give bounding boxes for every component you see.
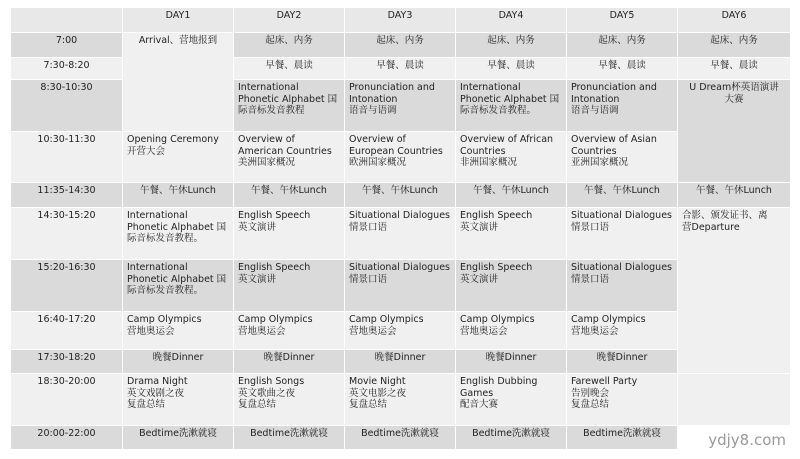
cell-line: English Speech <box>460 262 533 273</box>
cell-line: 复盘总结 <box>571 399 610 410</box>
header-day5: DAY5 <box>567 8 678 33</box>
time-cell: 10:30-11:30 <box>11 132 123 183</box>
cell-line: 亚洲国家概况 <box>571 157 629 168</box>
schedule-cell: 起床、内务 <box>678 33 791 58</box>
cell-line: Opening Ceremony <box>127 134 219 145</box>
cell-line: 复盘总结 <box>349 399 388 410</box>
table-row <box>11 350 791 374</box>
schedule-cell <box>567 80 678 132</box>
header-day6: DAY6 <box>678 8 791 33</box>
cell-line: Phonetic Alphabet 国 <box>127 273 227 285</box>
cell-line: Intonation <box>349 93 398 105</box>
time-cell: 16:40-17:20 <box>11 312 123 350</box>
schedule-cell: 晚餐Dinner <box>567 350 678 374</box>
time-cell: 7:30-8:20 <box>11 58 123 80</box>
cell-line: Overview of <box>349 134 406 145</box>
schedule-cell: Bedtime洗漱就寝 <box>345 426 456 450</box>
schedule-cell <box>567 312 678 350</box>
schedule-cell: 起床、内务 <box>345 33 456 58</box>
header-day3: DAY3 <box>345 8 456 33</box>
cell-line: Drama Night <box>127 376 188 387</box>
camp-schedule-table <box>10 7 791 450</box>
schedule-cell: 晚餐Dinner <box>234 350 345 374</box>
table-row <box>11 312 791 350</box>
time-cell: 18:30-20:00 <box>11 374 123 426</box>
cell-line: European Countries <box>349 145 443 157</box>
cell-line: Farewell Party <box>571 376 638 387</box>
cell-line: 复盘总结 <box>238 399 277 410</box>
departure-cell <box>678 208 791 374</box>
cell-line: International <box>127 262 188 273</box>
schedule-cell: 早餐、晨读 <box>678 58 791 80</box>
cell-line: 际音标发音教程。 <box>127 285 204 296</box>
schedule-cell: 午餐、午休Lunch <box>678 183 791 208</box>
cell-line: Intonation <box>571 93 620 105</box>
schedule-cell: 起床、内务 <box>567 33 678 58</box>
schedule-cell: 晚餐Dinner <box>345 350 456 374</box>
cell-line: 美洲国家概况 <box>238 157 296 168</box>
cell-line: 英文电影之夜 <box>349 387 407 399</box>
schedule-cell: 起床、内务 <box>456 33 567 58</box>
schedule-cell <box>234 312 345 350</box>
time-cell: 15:20-16:30 <box>11 260 123 312</box>
schedule-cell <box>345 260 456 312</box>
schedule-cell: 午餐、午休Lunch <box>567 183 678 208</box>
schedule-cell: 午餐、午休Lunch <box>345 183 456 208</box>
speech-contest-cell <box>678 80 791 183</box>
cell-line: 合影、颁发证书、离 <box>682 210 768 221</box>
cell-line: 英文演讲 <box>460 273 499 285</box>
cell-line: Situational Dialogues <box>571 262 672 273</box>
schedule-cell <box>123 312 234 350</box>
schedule-cell <box>456 80 567 132</box>
arrival-cell: Arrival、营地报到 <box>123 33 234 132</box>
schedule-cell <box>123 132 234 183</box>
cell-line: 营Departure <box>682 221 740 233</box>
cell-line: Overview of <box>238 134 295 145</box>
table-row <box>11 260 791 312</box>
table-row <box>11 208 791 260</box>
table-row <box>11 374 791 426</box>
cell-line: Phonetic Alphabet 国 <box>127 221 227 233</box>
schedule-cell <box>456 208 567 260</box>
schedule-cell <box>567 260 678 312</box>
cell-line: 英文歌曲之夜 <box>238 387 296 399</box>
cell-line: Movie Night <box>349 376 406 387</box>
cell-line: Phonetic Alphabet 国 <box>460 93 560 105</box>
cell-line: Overview of Asian <box>571 134 657 145</box>
schedule-cell <box>345 374 456 426</box>
cell-line: English Speech <box>238 262 311 273</box>
header-day1: DAY1 <box>123 8 234 33</box>
cell-line: 情景口语 <box>349 221 388 233</box>
schedule-cell <box>345 80 456 132</box>
schedule-cell <box>234 80 345 132</box>
cell-line: 复盘总结 <box>127 399 166 410</box>
time-cell: 7:00 <box>11 33 123 58</box>
watermark-text: ydjy8.com <box>708 431 786 449</box>
cell-line: U Dream杯英语演讲 <box>689 82 779 93</box>
schedule-cell: 起床、内务 <box>234 33 345 58</box>
cell-line: 语音与语调 <box>349 105 397 116</box>
schedule-cell: Bedtime洗漱就寝 <box>123 426 234 450</box>
cell-line: Situational Dialogues <box>349 210 450 221</box>
schedule-cell <box>234 132 345 183</box>
cell-line: 营地奥运会 <box>571 325 619 337</box>
schedule-cell: 午餐、午休Lunch <box>456 183 567 208</box>
schedule-cell: Bedtime洗漱就寝 <box>456 426 567 450</box>
cell-line: Camp Olympics <box>571 314 646 325</box>
cell-line: Situational Dialogues <box>571 210 672 221</box>
cell-line: 际音标发音教程 <box>238 105 305 116</box>
cell-line: 际音标发音教程。 <box>127 233 204 244</box>
cell-line: English Dubbing <box>460 376 538 387</box>
cell-line: 英文演讲 <box>238 273 277 285</box>
schedule-cell <box>234 374 345 426</box>
cell-line: 告别晚会 <box>571 387 610 399</box>
schedule-cell <box>123 374 234 426</box>
cell-line: Camp Olympics <box>238 314 313 325</box>
time-cell: 20:00-22:00 <box>11 426 123 450</box>
schedule-cell <box>345 312 456 350</box>
cell-line: 非洲国家概况 <box>460 157 518 168</box>
time-cell: 11:35-14:30 <box>11 183 123 208</box>
cell-line: 情景口语 <box>349 273 388 285</box>
table-row <box>11 132 791 183</box>
schedule-cell <box>123 260 234 312</box>
schedule-cell <box>123 208 234 260</box>
schedule-cell <box>567 374 678 426</box>
time-cell: 17:30-18:20 <box>11 350 123 374</box>
cell-line: English Speech <box>460 210 533 221</box>
table-row <box>11 33 791 58</box>
schedule-cell: 午餐、午休Lunch <box>234 183 345 208</box>
cell-line: Pronunciation and <box>571 82 657 93</box>
schedule-cell <box>345 132 456 183</box>
cell-line: 营地奥运会 <box>349 325 397 337</box>
cell-line: 英文演讲 <box>460 221 499 233</box>
cell-line: 英文演讲 <box>238 221 277 233</box>
cell-line: Countries <box>571 145 617 157</box>
header-corner <box>11 8 123 33</box>
schedule-cell <box>567 208 678 260</box>
schedule-cell: Bedtime洗漱就寝 <box>234 426 345 450</box>
header-day4: DAY4 <box>456 8 567 33</box>
cell-line: Camp Olympics <box>349 314 424 325</box>
schedule-cell <box>567 132 678 183</box>
cell-line: 情景口语 <box>571 221 610 233</box>
cell-line: 语音与语调 <box>571 105 619 116</box>
schedule-cell: 午餐、午休Lunch <box>123 183 234 208</box>
cell-line: 大赛 <box>724 93 744 105</box>
cell-line: 际音标发音教程。 <box>460 105 537 116</box>
schedule-cell: 早餐、晨读 <box>345 58 456 80</box>
header-day2: DAY2 <box>234 8 345 33</box>
cell-line: English Songs <box>238 376 305 387</box>
schedule-cell <box>234 260 345 312</box>
cell-line: English Speech <box>238 210 311 221</box>
schedule-cell <box>456 132 567 183</box>
schedule-cell: 早餐、晨读 <box>234 58 345 80</box>
cell-line: 营地奥运会 <box>127 325 175 337</box>
cell-line: 情景口语 <box>571 273 610 285</box>
cell-line: Games <box>460 387 494 399</box>
cell-line: Situational Dialogues <box>349 262 450 273</box>
cell-line: 配音大赛 <box>460 399 499 410</box>
schedule-cell: 早餐、晨读 <box>456 58 567 80</box>
schedule-cell: 晚餐Dinner <box>456 350 567 374</box>
schedule-cell <box>234 208 345 260</box>
cell-line: 开营大会 <box>127 145 166 157</box>
cell-line: 英文戏剧之夜 <box>127 387 185 399</box>
schedule-cell: 晚餐Dinner <box>123 350 234 374</box>
cell-line: Pronunciation and <box>349 82 435 93</box>
cell-line: Overview of African <box>460 134 554 145</box>
header-row <box>11 8 791 33</box>
cell-line: 欧洲国家概况 <box>349 157 407 168</box>
cell-line: Countries <box>460 145 506 157</box>
cell-line: International <box>127 210 188 221</box>
schedule-cell <box>345 208 456 260</box>
empty-cell <box>678 374 791 426</box>
cell-line: International <box>460 82 521 93</box>
schedule-cell: Bedtime洗漱就寝 <box>567 426 678 450</box>
table-row <box>11 426 791 450</box>
schedule-cell <box>456 374 567 426</box>
cell-line: American Countries <box>238 145 332 157</box>
schedule-cell <box>456 260 567 312</box>
schedule-cell: 早餐、晨读 <box>567 58 678 80</box>
cell-line: 营地奥运会 <box>238 325 286 337</box>
cell-line: Camp Olympics <box>127 314 202 325</box>
schedule-cell <box>456 312 567 350</box>
cell-line: Phonetic Alphabet 国 <box>238 93 338 105</box>
cell-line: International <box>238 82 299 93</box>
cell-line: 营地奥运会 <box>460 325 508 337</box>
time-cell: 8:30-10:30 <box>11 80 123 132</box>
cell-line: Camp Olympics <box>460 314 535 325</box>
time-cell: 14:30-15:20 <box>11 208 123 260</box>
table-row <box>11 183 791 208</box>
